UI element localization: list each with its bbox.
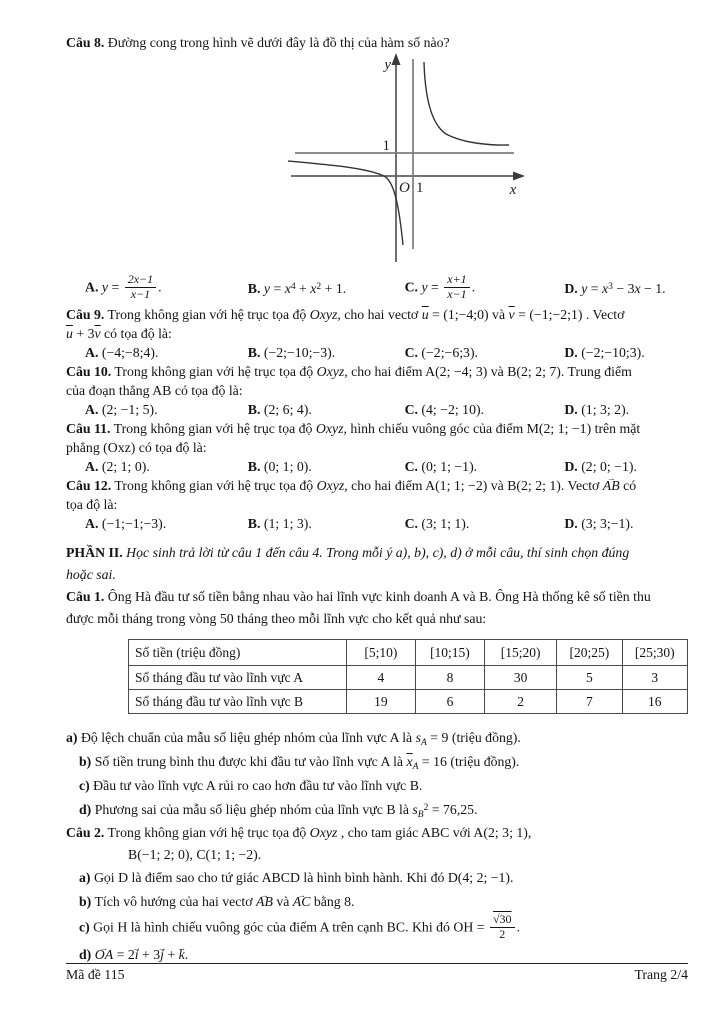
symbol-s: s <box>412 802 418 817</box>
option-8-a <box>85 271 248 303</box>
question-12-line2: tọa độ là: <box>66 497 118 512</box>
option-9-d <box>564 343 688 362</box>
question-12-text3: có <box>619 478 637 493</box>
p2-question-2-text1: Trong không gian với hệ trục tọa độ <box>104 825 310 840</box>
question-9-stem <box>66 305 688 324</box>
option-9-c-label: C. <box>404 345 418 360</box>
option-10-c-text: (4; −2; 10). <box>417 402 485 417</box>
item-a-label: a) <box>79 870 91 885</box>
symbol-sub: B <box>417 810 424 820</box>
table-row-b <box>129 690 688 714</box>
item-a-text1: Độ lệch chuẩn của mẫu số liệu ghép nhóm của lĩnh vực A là <box>77 730 416 745</box>
symbol-xbar: $\overline{x}$ <box>406 754 413 769</box>
table-cell: 2 <box>485 690 557 714</box>
x-tick-1: 1 <box>416 180 424 196</box>
item-c-text2: . <box>516 919 521 935</box>
option-8-d-label: D. <box>564 280 578 296</box>
sqrt30-over-2-fraction <box>490 913 515 942</box>
option-9-c-text: (−2;−6;3). <box>417 345 478 360</box>
vector-u: $\overline{u}$ <box>66 326 73 341</box>
table-cell: 6 <box>415 690 484 714</box>
question-12-stem <box>66 476 688 495</box>
item-b-text2: và <box>272 894 293 909</box>
y-tick-1: 1 <box>382 138 390 154</box>
option-8-b-p2: + 1. <box>321 280 347 296</box>
option-9-a-text: (−4;−8;4). <box>98 345 159 360</box>
option-9-c <box>405 343 565 362</box>
option-10-b-text: (2; 6; 4). <box>260 402 312 417</box>
p2-question-2-text2: , cho tam giác ABC với A(2; 3; 1), <box>337 825 532 840</box>
option-8-a-eq: = <box>108 279 120 295</box>
option-8-b-eq: = <box>270 280 285 296</box>
question-11-oxyz: Oxyz <box>315 421 344 436</box>
fraction-numerator: √30 <box>490 913 515 928</box>
question-9-line2-mid: + 3 <box>72 326 95 341</box>
option-8-c-fraction <box>444 273 469 302</box>
vector-oa: OA → <box>95 943 113 967</box>
option-8-d-x1: x <box>602 280 609 296</box>
y-axis-label: y <box>384 57 391 73</box>
option-8-b-x2: x <box>310 280 317 296</box>
option-12-b-text: (1; 1; 3). <box>260 516 312 531</box>
item-c-label: c) <box>79 919 90 935</box>
question-12-stem-line2 <box>66 495 688 514</box>
option-9-d-text: (−2;−10;3). <box>577 345 645 360</box>
question-8-options <box>66 271 688 305</box>
option-8-b-exp2: 2 <box>316 281 322 292</box>
p2-question-2-stem-line2 <box>66 844 688 866</box>
option-11-a-label: A. <box>85 459 99 474</box>
table-header-bin2: [10;15) <box>415 640 484 666</box>
question-9-options <box>66 343 688 362</box>
question-9-text4: . Vectơ <box>582 307 625 322</box>
p2-q1-item-a <box>66 726 688 750</box>
option-9-a-label: A. <box>85 345 99 360</box>
part2-heading-text1: Học sinh trả lời từ câu 1 đến câu 4. Trong mỗi ý a), b), c), d) ở mỗi câu, thí sinh chọn đúng <box>122 545 630 560</box>
item-b-text1: Số tiền trung bình thu được khi đầu tư vào lĩnh vực A là <box>91 754 407 769</box>
table-cell: 7 <box>557 690 622 714</box>
p2-q2-item-a <box>66 866 688 890</box>
option-11-b-text: (0; 1; 0). <box>260 459 312 474</box>
table-header-money: Số tiền (triệu đồng) <box>129 640 347 666</box>
question-11-stem <box>66 419 688 438</box>
option-8-c <box>404 271 565 303</box>
question-10-line2: của đoạn thẳng AB có tọa độ là: <box>66 383 243 398</box>
option-11-d <box>564 457 688 476</box>
fraction-numerator: x+1 <box>444 273 469 288</box>
p2-question-2-stem <box>66 822 688 844</box>
option-9-b-text: (−2;−10;−3). <box>260 345 336 360</box>
table-row-a-label: Số tháng đầu tư vào lĩnh vực A <box>129 666 347 690</box>
curve-upper-branch <box>424 62 509 145</box>
option-8-c-eq: = <box>427 279 439 295</box>
table-header-row <box>129 640 688 666</box>
p2-q1-item-b <box>66 750 688 774</box>
option-8-b <box>248 279 405 298</box>
p2-question-1-label: Câu 1. <box>66 589 105 604</box>
table-header-bin4: [20;25) <box>557 640 622 666</box>
item-a-text: Gọi D là điểm sao cho tứ giác ABCD là hình bình hành. Khi đó D(4; 2; −1). <box>90 870 514 885</box>
option-8-c-label: C. <box>404 279 418 295</box>
y-axis-arrow-icon <box>392 53 401 65</box>
item-d-text2: = 76,25. <box>428 802 478 817</box>
part2-heading-label: PHẦN II. <box>66 545 123 560</box>
option-8-d-p2: − 1. <box>640 280 666 296</box>
option-10-b <box>248 400 405 419</box>
option-10-a <box>85 400 248 419</box>
option-8-a-label: A. <box>85 279 99 295</box>
table-cell: 19 <box>346 690 415 714</box>
question-10-label: Câu 10. <box>66 364 112 379</box>
question-9-label: Câu 9. <box>66 307 105 322</box>
option-12-c-label: C. <box>404 516 418 531</box>
table-row-b-label: Số tháng đầu tư vào lĩnh vực B <box>129 690 347 714</box>
fraction-denominator: x−1 <box>447 286 467 301</box>
p2-q1-item-d <box>66 798 688 822</box>
p2-question-2-line2: B(−1; 2; 0), C(1; 1; −2). <box>128 847 262 862</box>
symbol-sup: 2 <box>423 803 429 813</box>
vector-u: $\overline{u}$ <box>421 307 429 322</box>
p2-question-2-oxyz: Oxyz <box>309 825 338 840</box>
option-8-d-x2: x <box>634 280 641 296</box>
item-b-label: b) <box>79 894 92 909</box>
question-12-options <box>66 514 688 533</box>
function-graph <box>285 53 537 267</box>
fraction-denominator: x−1 <box>130 286 151 301</box>
option-11-a-text: (2; 1; 0). <box>98 459 150 474</box>
option-9-b-label: B. <box>247 345 261 360</box>
option-10-c-label: C. <box>404 402 418 417</box>
question-12-text1: Trong không gian với hệ trục tọa độ <box>111 478 317 493</box>
question-9-stem-line2 <box>66 324 688 343</box>
vector-v: $\overline{v}$ <box>94 326 101 341</box>
option-11-b <box>248 457 405 476</box>
item-b-text2: = 16 (triệu đồng). <box>418 754 520 769</box>
option-8-d-p1: − 3 <box>612 280 635 296</box>
vector-ab: AB → <box>603 476 620 495</box>
option-10-a-text: (2; −1; 5). <box>98 402 158 417</box>
symbol-sub: A <box>421 738 427 748</box>
table-cell: 5 <box>557 666 622 690</box>
question-9-line2-tail: có tọa độ là: <box>100 326 172 341</box>
p2-question-1-text1: Ông Hà đầu tư số tiền bằng nhau vào hai lĩnh vực kinh doanh A và B. Ông Hà thống kê số tiền thu <box>104 589 651 604</box>
option-11-c-label: C. <box>404 459 418 474</box>
table-cell: 16 <box>622 690 687 714</box>
table-cell: 4 <box>346 666 415 690</box>
option-12-a <box>85 514 248 533</box>
option-8-b-x1: x <box>284 280 291 296</box>
vector-ab: AB → <box>256 890 273 914</box>
item-c-text1: Gọi H là hình chiếu vuông góc của điểm A trên cạnh BC. Khi đó OH = <box>89 919 488 935</box>
fraction-numerator: 2x−1 <box>125 273 156 288</box>
question-8-label: Câu 8. <box>66 35 105 50</box>
option-12-c <box>405 514 565 533</box>
origin-label: O <box>399 180 410 196</box>
question-11-line2: phẳng (Oxz) có tọa độ là: <box>66 440 207 455</box>
option-12-c-text: (3; 1; 1). <box>417 516 470 531</box>
exam-code: Mã đề 115 <box>66 967 125 982</box>
symbol-s: s <box>415 730 422 745</box>
option-8-a-post: . <box>158 279 162 295</box>
option-12-b <box>248 514 405 533</box>
stats-table <box>128 639 688 714</box>
question-12-text2: , cho hai điểm A(1; 1; −2) và B(2; 2; 1). Vectơ <box>344 478 603 493</box>
option-8-b-var: y <box>263 280 271 296</box>
question-11-label: Câu 11. <box>66 421 111 436</box>
curve-lower-branch <box>288 161 403 245</box>
vector-i: i → <box>135 943 139 967</box>
p2-question-1-stem <box>66 586 688 608</box>
item-d-label: d) <box>79 802 92 817</box>
option-12-d-text: (3; 3;−1). <box>577 516 634 531</box>
option-9-b <box>248 343 405 362</box>
item-d-text1: Phương sai của mẫu số liệu ghép nhóm của lĩnh vực B là <box>91 802 413 817</box>
table-cell: 8 <box>415 666 484 690</box>
option-10-b-label: B. <box>247 402 261 417</box>
vector-u-value: = (1;−4;0) <box>428 307 489 322</box>
item-d-text3: + <box>163 946 179 962</box>
vector-j: j → <box>160 943 164 967</box>
question-12-label: Câu 12. <box>66 478 112 493</box>
item-b-text3: bằng 8. <box>310 894 355 909</box>
question-9-text1: Trong không gian với hệ trục tọa độ <box>104 307 310 322</box>
option-8-d <box>564 279 688 298</box>
option-11-c-text: (0; 1; −1). <box>417 459 478 474</box>
question-11-options <box>66 457 688 476</box>
question-11-text2: , hình chiếu vuông góc của điểm M(2; 1; −1) trên mặt <box>343 421 641 436</box>
item-a-text2: = 9 (triệu đồng). <box>426 730 521 745</box>
vector-k: k → <box>179 943 185 967</box>
vector-v-value: = (−1;−2;1) <box>514 307 583 322</box>
option-11-a <box>85 457 248 476</box>
question-10-options <box>66 400 688 419</box>
question-10-oxyz: Oxyz <box>316 364 345 379</box>
item-a-label: a) <box>66 730 78 745</box>
item-c-label: c) <box>79 778 90 793</box>
option-10-d-label: D. <box>564 402 578 417</box>
part2-heading-text2: hoặc sai. <box>66 567 116 582</box>
p2-question-1-stem-line2 <box>66 608 688 630</box>
question-12-oxyz: Oxyz <box>316 478 345 493</box>
p2-q1-item-c <box>66 774 688 798</box>
option-11-d-label: D. <box>564 459 578 474</box>
question-8-stem <box>66 33 688 52</box>
option-10-a-label: A. <box>85 402 99 417</box>
question-9-oxyz: Oxyz <box>309 307 338 322</box>
option-12-a-text: (−1;−1;−3). <box>98 516 167 531</box>
option-8-c-post: . <box>471 279 476 295</box>
item-b-text1: Tích vô hướng của hai vectơ <box>91 894 257 909</box>
question-10-stem <box>66 362 688 381</box>
option-12-a-label: A. <box>85 516 99 531</box>
x-axis-arrow-icon <box>513 172 525 181</box>
table-header-bin5: [25;30) <box>622 640 687 666</box>
option-8-b-exp1: 4 <box>290 281 296 292</box>
item-c-text1: Đầu tư vào lĩnh vực A rủi ro cao hơn đầu tư vào lĩnh vực B. <box>89 778 423 793</box>
option-8-c-var: y <box>421 279 428 295</box>
item-d-text4: . <box>184 946 189 962</box>
option-9-a <box>85 343 248 362</box>
option-8-b-label: B. <box>247 280 261 296</box>
part2-heading <box>66 542 688 564</box>
function-graph-figure <box>66 53 688 268</box>
vector-ac: AC → <box>293 890 311 914</box>
option-8-a-var: y <box>101 279 108 295</box>
question-10-text1: Trong không gian với hệ trục tọa độ <box>111 364 317 379</box>
option-9-d-label: D. <box>564 345 578 360</box>
question-11-text1: Trong không gian với hệ trục tọa độ <box>110 421 316 436</box>
page-content <box>66 33 688 967</box>
option-12-b-label: B. <box>247 516 261 531</box>
x-axis-label: x <box>509 182 517 198</box>
option-10-c <box>405 400 565 419</box>
item-d-text1: = 2 <box>113 946 135 962</box>
p2-question-2-label: Câu 2. <box>66 825 105 840</box>
p2-q2-item-b <box>66 890 688 914</box>
question-10-stem-line2 <box>66 381 688 400</box>
option-12-d-label: D. <box>564 516 578 531</box>
vector-v: $\overline{v}$ <box>508 307 515 322</box>
option-12-d <box>564 514 688 533</box>
p2-question-1-text2: được mỗi tháng trong vòng 50 tháng theo mỗi lĩnh vực cho kết quả như sau: <box>66 611 487 626</box>
table-cell: 30 <box>485 666 557 690</box>
option-11-c <box>405 457 565 476</box>
option-11-b-label: B. <box>247 459 261 474</box>
option-8-d-exp1: 3 <box>608 281 613 292</box>
option-10-d <box>564 400 688 419</box>
option-10-d-text: (1; 3; 2). <box>577 402 630 417</box>
option-8-d-var: y <box>581 280 588 296</box>
option-8-b-p1: + <box>295 280 311 296</box>
table-header-bin3: [15;20) <box>485 640 557 666</box>
question-10-text2: , cho hai điểm A(2; −4; 3) và B(2; 2; 7). Trung điểm <box>344 364 632 379</box>
option-8-d-eq: = <box>587 280 603 296</box>
question-8-text: Đường cong trong hình vẽ dưới đây là đồ thị của hàm số nào? <box>104 35 450 50</box>
symbol-sub: A <box>412 762 419 772</box>
question-9-text3: và <box>488 307 509 322</box>
question-11-stem-line2 <box>66 438 688 457</box>
option-11-d-text: (2; 0; −1). <box>577 459 637 474</box>
fraction-denominator: 2 <box>499 926 506 941</box>
item-d-label: d) <box>79 946 92 962</box>
table-header-bin1: [5;10) <box>346 640 415 666</box>
question-9-text2: , cho hai vectơ <box>337 307 422 322</box>
page-number: Trang 2/4 <box>634 967 688 982</box>
option-8-a-fraction <box>125 273 156 302</box>
part2-heading-line2 <box>66 564 688 586</box>
item-d-text2: + 3 <box>138 946 161 962</box>
item-b-label: b) <box>79 754 92 769</box>
table-row-a <box>129 666 688 690</box>
page-footer <box>66 963 688 983</box>
table-cell: 3 <box>622 666 687 690</box>
